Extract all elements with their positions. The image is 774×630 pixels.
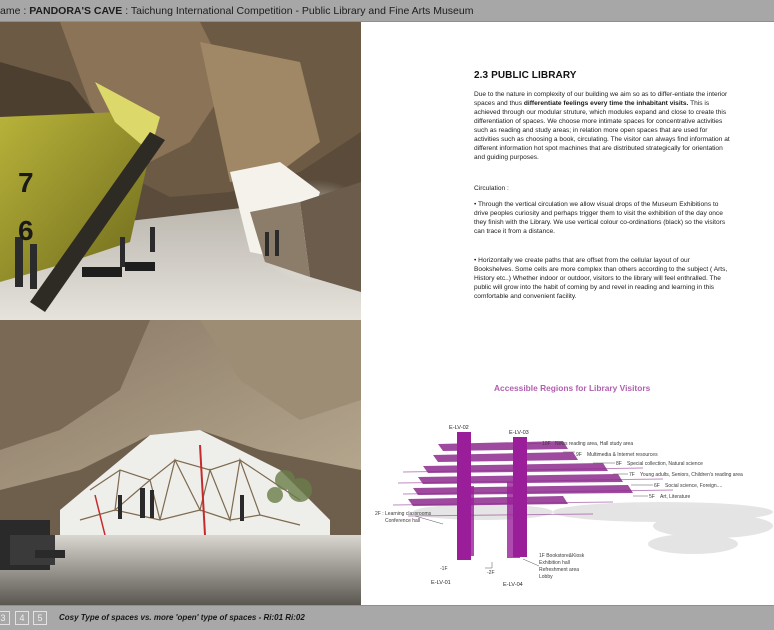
title-bar <box>0 0 774 22</box>
floor-6f-desc: Social science, Foreign.... <box>665 483 723 489</box>
open-space-rendering <box>0 320 361 605</box>
floor-5f-desc: Art, Literature <box>660 494 691 500</box>
floor-6f-code: 6F <box>654 483 660 489</box>
floor-10f-desc: News reading area, Hall study area <box>555 441 634 447</box>
floor-7f-desc: Young adults, Seniors, Children's reading area <box>640 472 743 478</box>
floor-2f-note: 2F : Learning classrooms <box>375 511 432 517</box>
library-interior-rendering <box>0 22 361 320</box>
section-title: 2.3 PUBLIC LIBRARY <box>474 70 577 81</box>
horizontal-circulation-paragraph: • Horizontally we create paths that are offset from the cellular layout of our Bookshelves. Some cells are more complex than others according to the subject ( Arts, History etc..) Whether indoor or outdoor, visitors to the library will feel enthralled. The public will grow into the habit of coming by and revel in reading and learning in this comfortable and convenient facility. <box>474 257 728 300</box>
conference-hall-note: Conference hall <box>385 518 421 524</box>
page-button-4[interactable]: 4 <box>15 611 29 625</box>
floor-9f-code: 9F <box>576 452 582 458</box>
floor-9f-desc: Multimedia & Internet resources <box>587 452 658 458</box>
text-panel <box>361 22 774 605</box>
refreshment-area-note: Refreshment area <box>539 567 580 573</box>
floor-8f-desc: Special collection, Natural science <box>627 461 703 467</box>
intro-text-start: Due to the nature in complexity of our building we aim so as to differ-entiate the interior spaces and thus <box>474 91 728 107</box>
project-name: PANDORA'S CAVE <box>29 5 123 17</box>
elevator-label-e-lv-02: E-LV-02 <box>449 425 469 431</box>
image-caption: Cosy Type of spaces vs. more 'open' type of spaces - Ri:01 Ri:02 <box>59 613 305 622</box>
elevator-label-e-lv-03: E-LV-03 <box>509 430 529 436</box>
accessible-regions-diagram <box>363 394 774 604</box>
competition-title: : Taichung International Competition - Public Library and Fine Arts Museum <box>122 5 474 17</box>
intro-text-bold: differentiate feelings every time the inhabitant visits. <box>523 100 689 107</box>
footer-bar <box>0 605 774 630</box>
floor-8f-code: 8F <box>616 461 622 467</box>
floor-10f-code: 10F <box>542 441 551 447</box>
floor-number-7: 7 <box>18 167 34 198</box>
floor-1f-note: 1F Bookstore&Kiosk <box>539 553 585 559</box>
floor-number-6: 6 <box>18 215 34 246</box>
circulation-heading: Circulation : <box>474 185 509 192</box>
basement-1f-label: -1F <box>440 566 448 572</box>
exhibition-hall-note: Exhibition hall <box>539 560 570 566</box>
intro-paragraph <box>474 90 730 162</box>
title-prefix: ame : <box>0 5 30 17</box>
lobby-note: Lobby <box>539 574 553 580</box>
diagram-title: Accessible Regions for Library Visitors <box>494 383 651 393</box>
intro-text-end: This is achieved through our modular struture, which modules expand and close to create this differentiation of spaces. We choose more intimate spaces for concentrative activities such as reading and study areas; in relation more open spaces that are used for activities such as choosing a book, circulating. The visitor can always find information at different information hot spot machines that are distributed strategically for orientation and guiding purposes. <box>474 100 730 161</box>
page-button-3[interactable]: 3 <box>0 611 10 625</box>
floor-7f-code: 7F <box>629 472 635 478</box>
vertical-circulation-paragraph: • Through the vertical circulation we allow visual drops of the Museum Exhibitions to drive peoples curiosity and perhaps trigger them to visit the exhibition of the day once they finish with the Library. We use vertical colour co-ordinations (black) so the visitors can trace it from a distance. <box>474 201 726 235</box>
page-button-5[interactable]: 5 <box>33 611 47 625</box>
elevator-label-e-lv-04: E-LV-04 <box>503 582 523 588</box>
floor-5f-code: 5F <box>649 494 655 500</box>
elevator-label-e-lv-01: E-LV-01 <box>431 580 451 586</box>
basement-2f-label: -2F <box>487 570 495 576</box>
